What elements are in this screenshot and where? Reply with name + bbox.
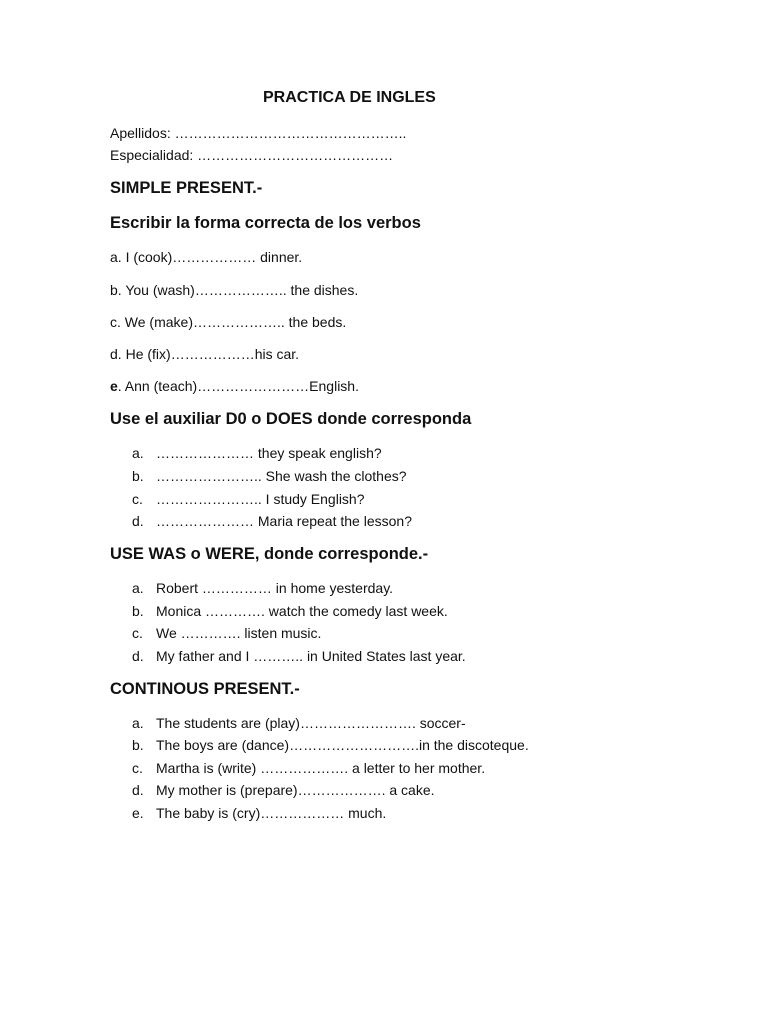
list-letter: d. [132,648,144,664]
list-item [132,625,321,641]
list-letter: d. [132,782,144,798]
section-subheading-verbos: Escribir la forma correcta de los verbos [110,214,421,232]
item-text: ………………….. I study English? [156,491,365,507]
section-heading-was-were: USE WAS o WERE, donde corresponde.- [110,545,429,563]
item-text: My father and I ……….. in United States last year. [156,648,466,664]
list-item [132,715,466,731]
item-prefix: d. [110,346,122,362]
list-item [132,760,485,776]
item-text: ………………… they speak english? [156,445,382,461]
section-heading-continous-present: CONTINOUS PRESENT.- [110,680,300,698]
section-heading-do-does: Use el auxiliar D0 o DOES donde corresponda [110,410,472,428]
list-letter: c. [132,491,143,507]
exercise-item [110,314,346,330]
list-item [132,805,386,821]
list-letter: d. [132,513,144,529]
item-text: You (wash)……………….. the dishes. [121,282,359,298]
item-text: We (make)……………….. the beds. [120,314,347,330]
item-text: Robert …………… in home yesterday. [156,580,394,596]
list-letter: c. [132,625,143,641]
exercise-item [110,378,359,394]
item-text: Martha is (write) ………………. a letter to her mother. [156,760,486,776]
section-heading-simple-present: SIMPLE PRESENT.- [110,179,263,197]
item-text: The baby is (cry)……………… much. [156,805,387,821]
list-item [132,445,382,461]
list-item [132,580,393,596]
list-item [132,513,412,529]
item-text: I (cook)……………… dinner. [121,249,303,265]
item-prefix: b. [110,282,122,298]
item-text: ………………… Maria repeat the lesson? [156,513,412,529]
exercise-item [110,282,358,298]
list-item [132,737,529,753]
list-letter: e. [132,805,144,821]
list-item [132,468,407,484]
item-prefix: a. [110,249,122,265]
especialidad-field: Especialidad: …………………………………… [110,147,394,163]
list-item [132,603,448,619]
apellidos-field: Apellidos: ………………………………………….. [110,125,407,141]
list-item [132,491,365,507]
item-text: He (fix)………………his car. [121,346,300,362]
list-item [132,648,466,664]
item-prefix: c. [110,314,121,330]
item-text: The students are (play)……………………. soccer- [156,715,466,731]
list-letter: a. [132,715,144,731]
exercise-item [110,346,299,362]
item-text: ………………….. She wash the clothes? [156,468,407,484]
item-text: My mother is (prepare)………………. a cake. [156,782,435,798]
list-letter: c. [132,760,143,776]
list-letter: a. [132,445,144,461]
item-text: Monica …………. watch the comedy last week. [156,603,448,619]
item-prefix: e [110,378,118,394]
list-item [132,782,435,798]
item-text: We …………. listen music. [156,625,322,641]
exercise-item [110,249,302,265]
page-title: PRACTICA DE INGLES [263,89,436,106]
list-letter: b. [132,737,144,753]
item-text: The boys are (dance)……………………….in the discoteque. [156,737,529,753]
list-letter: b. [132,468,144,484]
item-text: . Ann (teach)……………………English. [117,378,359,394]
list-letter: b. [132,603,144,619]
list-letter: a. [132,580,144,596]
